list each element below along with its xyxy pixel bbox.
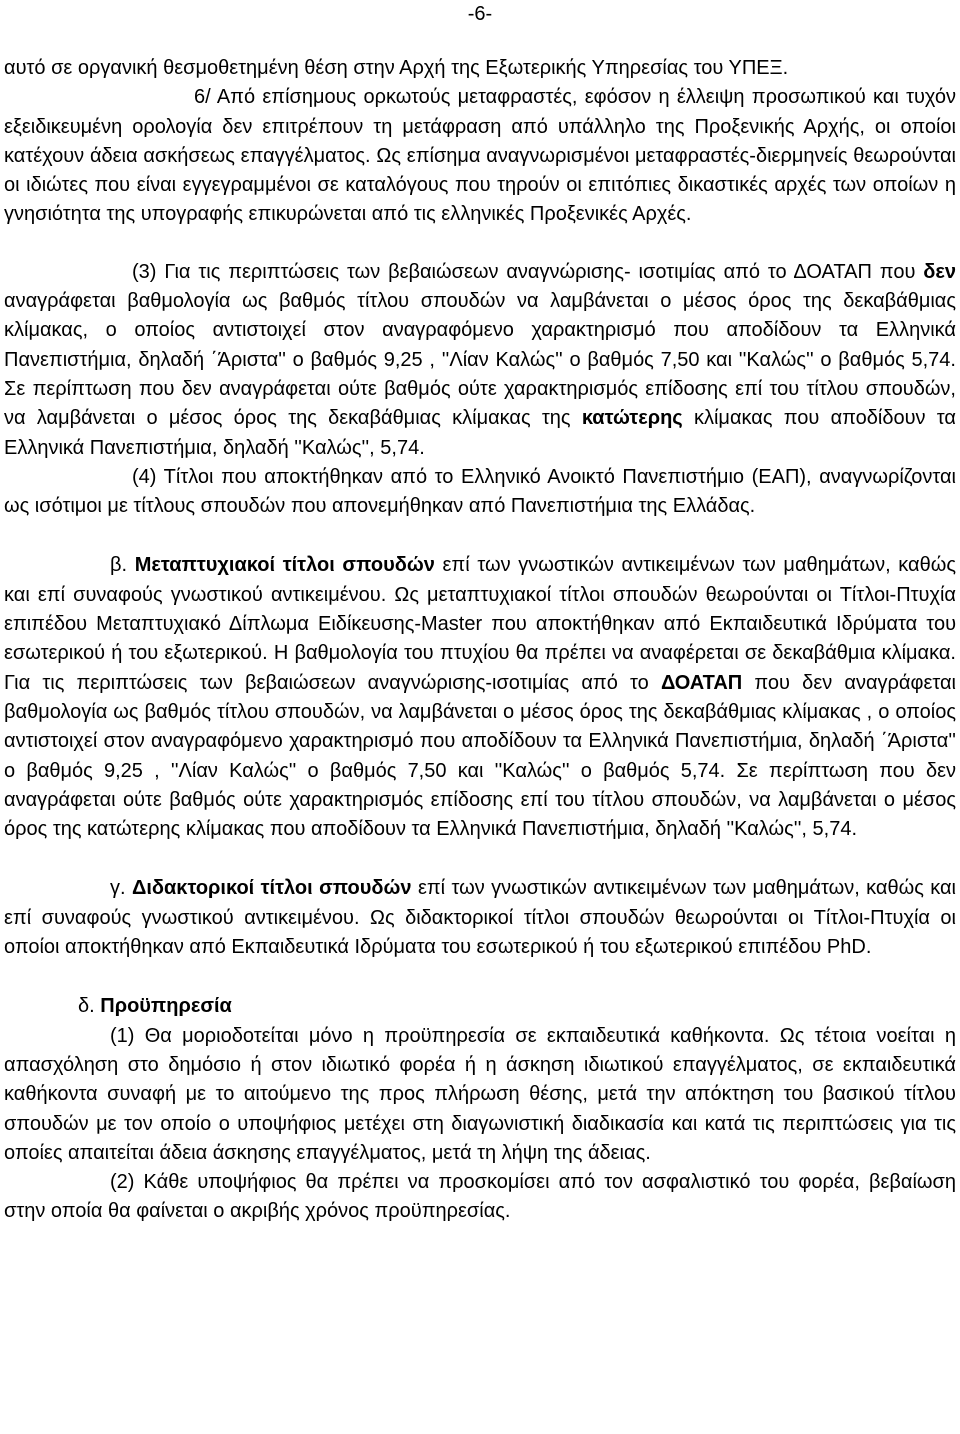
paragraph-experience-2: (2) Κάθε υποψήφιος θα πρέπει να προσκομίσει από τον ασφαλιστικό του φορέα, βεβαίωση στην οποία θα φαίνεται ο ακριβής χρόνος προϋπηρεσίας. [4, 1171, 956, 1223]
paragraph-1: αυτό σε οργανική θεσμοθετημένη θέση στην Αρχή της Εξωτερικής Υπηρεσίας του ΥΠΕΞ. [4, 57, 789, 79]
text-segment: κλίμακας που αποδίδουν τα Ελληνικά Πανεπιστήμια, δηλαδή ''Καλώς'', 5,74. [4, 407, 956, 459]
spacer [4, 844, 956, 874]
spacer [4, 521, 956, 551]
emphasis-doatap: ΔΟΑΤΑΠ [660, 671, 743, 694]
paragraph-eap: (4) Τίτλοι που αποκτήθηκαν από το Ελληνικό Ανοικτό Πανεπιστήμιο (ΕΑΠ), αναγνωρίζονται ως ισότιμοι με τίτλους σπουδών που απονεμήθηκαν από Πανεπιστήμια της Ελλάδας. [4, 465, 956, 518]
paragraph-masters [4, 551, 956, 844]
page-number: -6- [467, 3, 493, 25]
text-segment: που δεν αναγράφεται βαθμολογία ως βαθμός τίτλου σπουδών, να λαμβάνεται ο μέσος όρος της δεκαβάθμιας κλίμακας , ο οποίος αντιστοιχεί στον αναγραφόμενο χαρακτηρισμό που αποδίδουν τα Ελληνικά Πανεπιστήμια, δηλαδή ΄Άριστα'' ο βαθμός 9,25 , ''Λίαν Καλώς'' ο βαθμός 7,50 και ''Καλώς'' ο βαθμός 5,74. Σε περίπτωση που δεν αναγράφεται ούτε βαθμός ούτε χαρακτηρισμός επίδοσης επί του τίτλου σπουδών, να λαμβάνεται ο μέσος όρος της κατώτερης κλίμακας που αποδίδουν τα Ελληνικά Πανεπιστήμια, δηλαδή ''Καλώς'', 5,74. [4, 671, 956, 841]
emphasis-lower: κατώτερης [581, 407, 683, 430]
section-heading-masters: Μεταπτυχιακοί τίτλοι σπουδών [134, 554, 435, 577]
spacer [4, 230, 956, 258]
emphasis-no: δεν [923, 260, 956, 283]
section-label: γ. [110, 877, 132, 900]
section-heading-experience: Προϋπηρεσία [100, 995, 232, 1018]
paragraph-doctorate [4, 874, 956, 962]
paragraph-translators: 6/ Από επίσημους ορκωτούς μεταφραστές, εφόσον η έλλειψη προσωπικού και τυχόν εξειδικευμένη ορολογία δεν επιτρέπουν τη μετάφραση από υπάλληλο της Προξενικής Αρχής, οι οποίοι κατέχουν άδεια ασκήσεως επαγγέλματος. Ως επίσημα αναγνωρισμένοι μεταφραστές-διερμηνείς θεωρούνται οι ιδιώτες που είναι εγγεγραμμένοι σε καταλόγους που τηρούν οι επιτόπιες δικαστικές αρχές των οποίων η γνησιότητα της υπογραφής επικυρώνεται από τις ελληνικές Προξενικές Αρχές. [4, 86, 956, 226]
spacer [4, 962, 956, 992]
paragraph-experience-1: (1) Θα μοριοδοτείται μόνο η προϋπηρεσία σε εκπαιδευτικά καθήκοντα. Ως τέτοια νοείται η απασχόληση στο δημόσιο ή στον ιδιωτικό φορέα ή η άσκηση ιδιωτικού επαγγέλματος, σε εκπαιδευτικά καθήκοντα συναφή με το αιτούμενο της προς πλήρωση θέσης, μετά την απόκτηση του βασικού τίτλου σπουδών με τον οποίο ο υποψήφιος μετέχει στη διαγωνιστική διαδικασία και κατά τις περιπτώσεις για τις οποίες απαιτείται άδεια άσκησης επαγγέλματος, μετά τη λήψη της άδειας. [4, 1024, 956, 1164]
text-segment: αναγράφεται βαθμολογία ως βαθμός τίτλου σπουδών να λαμβάνεται ο μέσος όρος της δεκαβάθμιας κλίμακας, ο οποίος αντιστοιχεί στον αναγραφόμενο χαρακτηρισμό που αποδίδουν τα Ελληνικά Πανεπιστήμια, δηλαδή ΄Άριστα'' ο βαθμός 9,25 , ''Λίαν Καλώς'' ο βαθμός 7,50 και ''Καλώς'' ο βαθμός 5,74. Σε περίπτωση που δεν αναγράφεται ούτε βαθμός ούτε χαρακτηρισμός επίδοσης επί του τίτλου σπουδών, να λαμβάνεται ο μέσος όρος της δεκαβάθμιας κλίμακας της [4, 290, 956, 430]
section-label: δ. [78, 995, 101, 1018]
text-segment: (3) Για τις περιπτώσεις των βεβαιώσεων αναγνώρισης- ισοτιμίας από το ΔΟΑΤΑΠ που [132, 260, 924, 283]
paragraph-experience-heading [4, 992, 956, 1021]
section-heading-doctorate: Διδακτορικοί τίτλοι σπουδών [131, 877, 412, 900]
text-segment: επί των γνωστικών αντικειμένων των μαθημάτων, καθώς και επί συναφούς γνωστικού αντικειμένου. Ως μεταπτυχιακοί τίτλοι σπουδών θεωρούνται οι Τίτλοι-Πτυχία επιπέδου Μεταπτυχιακό Δίπλωμα Ειδίκευσης-Master που αποκτήθηκαν από Εκπαιδευτικά Ιδρύματα του εσωτερικού ή του εξωτερικού. Η βαθμολογία του πτυχίου θα πρέπει να αναφέρεται σε δεκαβάθμια κλίμακα. Για τις περιπτώσεις των βεβαιώσεων αναγνώρισης-ισοτιμίας από το [4, 554, 956, 694]
section-label: β. [110, 554, 135, 577]
document-body [4, 54, 956, 1227]
paragraph-doatap-grades [4, 258, 956, 463]
text-segment: επί των γνωστικών αντικειμένων των μαθημάτων, καθώς και επί συναφούς γνωστικού αντικειμένου. Ως διδακτορικοί τίτλοι σπουδών θεωρούνται οι Τίτλοι-Πτυχία οι οποίοι αποκτήθηκαν από Εκπαιδευτικά Ιδρύματα του εσωτερικού ή του εξωτερικού επιπέδου PhD. [4, 877, 956, 959]
